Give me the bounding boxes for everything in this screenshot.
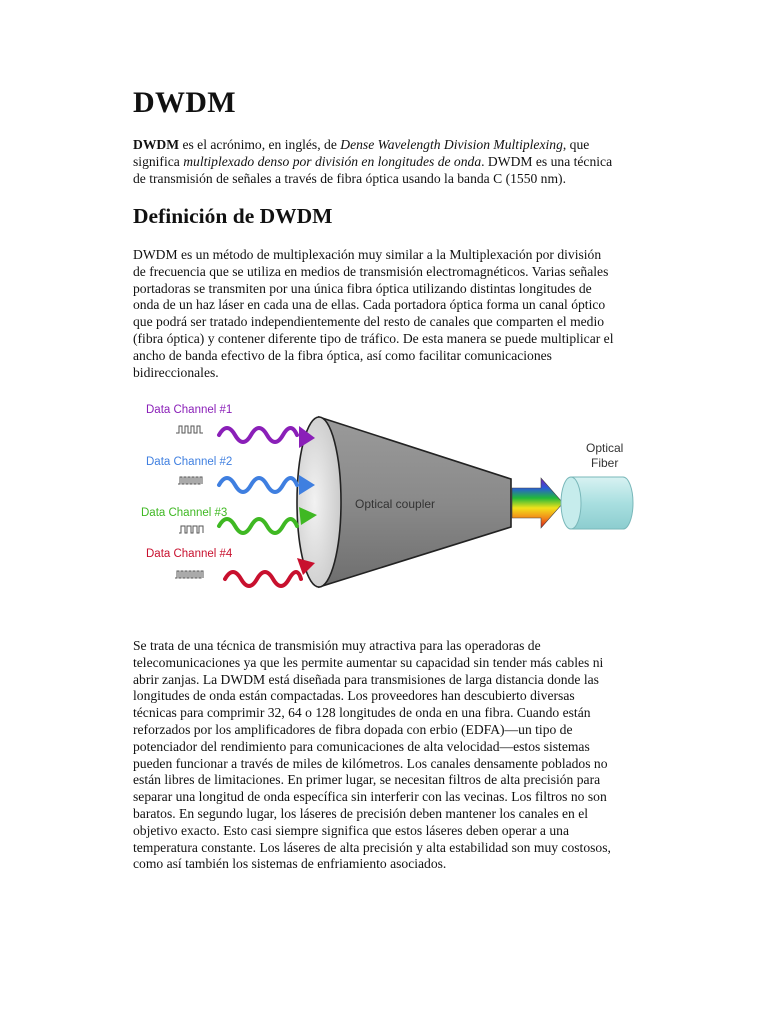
intro-line-2 (133, 154, 638, 171)
channel-4-wave (225, 572, 301, 586)
intro-text-4: . DWDM es una técnica (481, 153, 613, 169)
definition-paragraph (133, 247, 638, 381)
english-term: Dense Wavelength Division Multiplexing (340, 137, 563, 152)
channel-4-signal-icon (175, 571, 203, 578)
definition-line: ancho de banda efectivo de la fibra óptica, así como facilitar comunicaciones (133, 347, 552, 363)
definition-line: DWDM es un método de multiplexación muy similar a la Multiplexación por división (133, 247, 602, 262)
channel-2-label: Data Channel #2 (146, 456, 233, 468)
body-line: separar una longitud de onda específica sin interferir con las vecinas. Los filtros no son (133, 789, 607, 805)
body-line: están libres de limitaciones. En primer lugar, se necesitan filtros de alta precisión para (133, 772, 601, 788)
channel-3-signal-icon (179, 526, 203, 533)
body-line: como así también los sistemas de enfriamiento asociados. (133, 856, 447, 872)
optical-fiber-end (561, 477, 581, 529)
definition-line: que podrá ser tratado independientemente del resto de canales que comparten el medio (133, 314, 605, 330)
intro-text-1: es el acrónimo, en inglés, de (179, 137, 341, 152)
channel-2-wave (219, 478, 297, 492)
body-line: técnicas para comprimir 32, 64 o 128 longitudes de onda en una fibra. Cuando están (133, 705, 591, 721)
fiber-label-1: Optical (586, 441, 624, 455)
channel-3-wave (219, 519, 297, 533)
intro-text-2: , que (562, 137, 590, 152)
intro-paragraph (133, 137, 638, 187)
channel-1-wave (219, 428, 297, 442)
channel-4-label: Data Channel #4 (146, 548, 233, 560)
channel-1-signal-icon (176, 426, 203, 433)
channel-2-signal-icon (178, 477, 202, 484)
definition-line: (fibra óptica) y contener diferente tipo de tráfico. De esta manera se puede multiplicar el (133, 330, 614, 346)
definition-line: portadoras se transmiten por una única fibra óptica utilizando distintas longitudes de (133, 280, 592, 296)
channel-3-label: Data Channel #3 (141, 507, 228, 519)
definition-line: de frecuencia que se utiliza en medios de transmisión electromagnéticos. Varias señales (133, 263, 609, 279)
coupler-label: Optical coupler (355, 497, 436, 511)
spanish-term: multiplexado denso por división en longitudes de onda (183, 153, 482, 169)
definition-line: onda de un haz láser en cada una de ellas. Cada portadora óptica forma un canal óptico (133, 297, 606, 313)
intro-text-3: significa (133, 153, 184, 169)
body-line: longitudes de onda están compactadas. Los proveedores han descubierto diversas (133, 688, 575, 704)
page-title: DWDM (133, 86, 236, 119)
dwdm-diagram-svg (133, 395, 643, 595)
definition-line: bidireccionales. (133, 364, 219, 380)
intro-line-1 (133, 137, 638, 154)
body-line: abrir zanjas. La DWDM está diseñada para transmisiones de larga distancia donde las (133, 671, 599, 687)
body-line: reforzados por los amplificadores de fibra dopada con erbio (EDFA)—un tipo de (133, 721, 573, 737)
body-line: Se trata de una técnica de transmisión muy atractiva para las operadoras de (133, 638, 541, 653)
body-paragraph (133, 638, 638, 873)
body-line: telecomunicaciones ya que les permite aumentar su capacidad sin tender más cables ni (133, 654, 604, 670)
body-line: pueden funcionar a través de miles de kilómetros. Los canales densamente poblados no (133, 755, 608, 771)
body-line: baratos. En segundo lugar, los láseres de precisión deben mantener los canales en el (133, 805, 589, 821)
intro-term: DWDM (133, 137, 180, 152)
body-line: potenciador del rendimiento para comunicaciones de alta velocidad—estos sistemas (133, 738, 590, 754)
multiplexed-arrow (512, 478, 563, 528)
fiber-label-2: Fiber (591, 456, 619, 470)
section-heading: Definición de DWDM (133, 204, 333, 228)
channel-1-label: Data Channel #1 (146, 404, 233, 416)
body-line: objetivo exacto. Esto casi siempre significa que estos láseres deben operar a una (133, 822, 569, 838)
intro-line-3: de transmisión de señales a través de fibra óptica usando la banda C (1550 nm). (133, 170, 566, 186)
body-line: temperatura constante. Los láseres de alta precisión y alta estabilidad son muy costosos, (133, 839, 611, 855)
dwdm-diagram (133, 395, 643, 595)
